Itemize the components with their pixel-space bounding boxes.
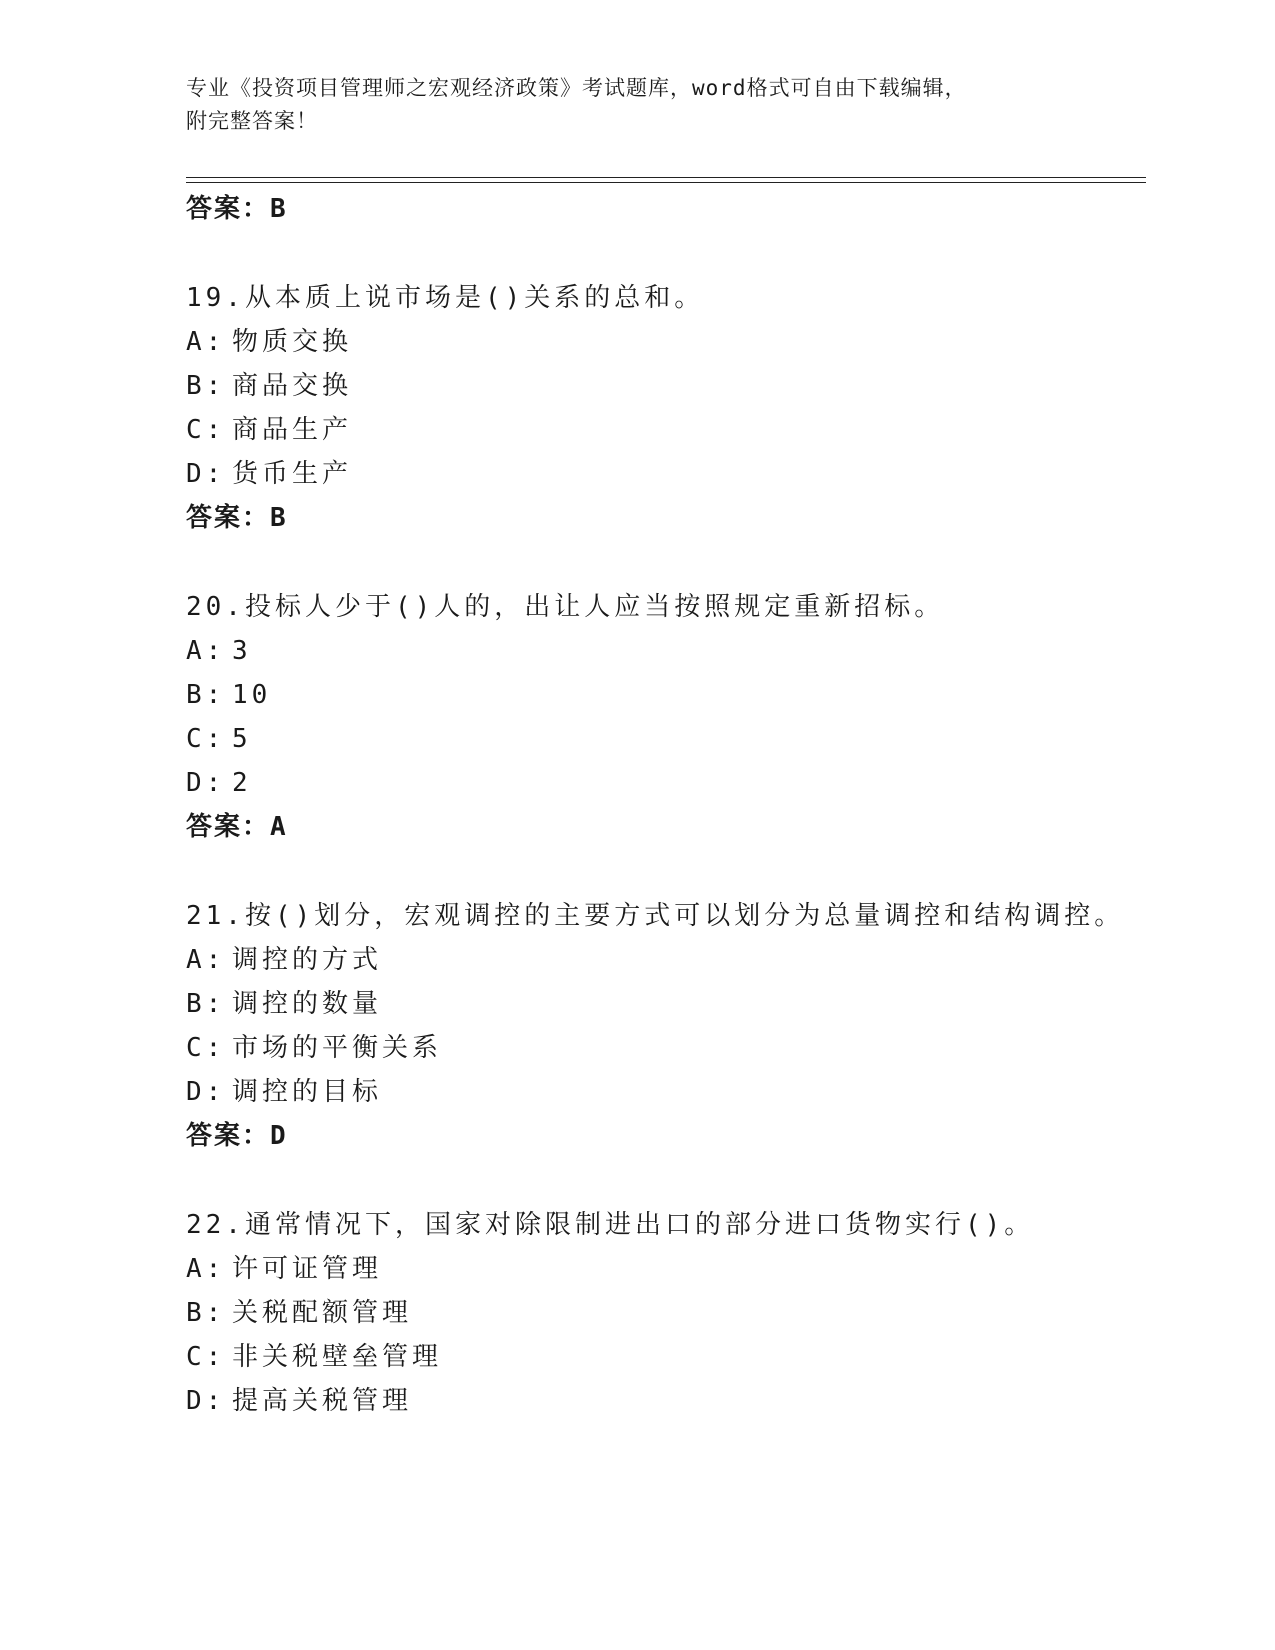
option-b bbox=[186, 679, 271, 711]
option-text: 商品生产 bbox=[232, 415, 353, 445]
option-c bbox=[186, 723, 252, 755]
option-text: 物质交换 bbox=[232, 327, 353, 357]
option-letter: B: bbox=[186, 680, 226, 710]
option-text: 许可证管理 bbox=[232, 1254, 383, 1284]
header-rule-top bbox=[186, 177, 1146, 178]
question-stem: 20.投标人少于()人的，出让人应当按照规定重新招标。 bbox=[186, 592, 945, 622]
option-text: 5 bbox=[232, 724, 252, 754]
option-d bbox=[186, 1076, 382, 1108]
option-d bbox=[186, 767, 252, 799]
option-a bbox=[186, 944, 382, 976]
option-b bbox=[186, 370, 352, 402]
option-letter: A: bbox=[186, 636, 226, 666]
answer-line: 答案：A bbox=[186, 812, 288, 842]
option-letter: D: bbox=[186, 1386, 226, 1416]
question-stem: 19.从本质上说市场是()关系的总和。 bbox=[186, 283, 705, 313]
option-letter: C: bbox=[186, 415, 226, 445]
option-text: 关税配额管理 bbox=[232, 1298, 413, 1328]
option-text: 调控的数量 bbox=[232, 989, 383, 1019]
option-text: 3 bbox=[232, 636, 252, 666]
question-stem: 22.通常情况下，国家对除限制进出口的部分进口货物实行()。 bbox=[186, 1210, 1035, 1240]
option-a bbox=[186, 326, 352, 358]
option-letter: B: bbox=[186, 1298, 226, 1328]
answer-line: 答案：B bbox=[186, 503, 288, 533]
option-d bbox=[186, 1385, 412, 1417]
answer-line: 答案：D bbox=[186, 1121, 288, 1151]
option-text: 调控的方式 bbox=[232, 945, 383, 975]
option-letter: D: bbox=[186, 768, 226, 798]
option-text: 提高关税管理 bbox=[232, 1386, 413, 1416]
option-a bbox=[186, 635, 252, 667]
option-d bbox=[186, 458, 352, 490]
option-letter: D: bbox=[186, 459, 226, 489]
option-text: 调控的目标 bbox=[232, 1077, 383, 1107]
option-c bbox=[186, 1032, 442, 1064]
option-letter: A: bbox=[186, 327, 226, 357]
option-letter: D: bbox=[186, 1077, 226, 1107]
option-letter: A: bbox=[186, 945, 226, 975]
option-letter: C: bbox=[186, 1342, 226, 1372]
option-text: 10 bbox=[232, 680, 272, 710]
option-letter: B: bbox=[186, 989, 226, 1019]
option-letter: C: bbox=[186, 724, 226, 754]
option-b bbox=[186, 1297, 412, 1329]
answer-line: 答案：B bbox=[186, 194, 288, 224]
option-text: 非关税壁垒管理 bbox=[232, 1342, 443, 1372]
option-text: 商品交换 bbox=[232, 371, 353, 401]
option-text: 市场的平衡关系 bbox=[232, 1033, 443, 1063]
option-letter: B: bbox=[186, 371, 226, 401]
option-a bbox=[186, 1253, 382, 1285]
header-line-1: 专业《投资项目管理师之宏观经济政策》考试题库，word格式可自由下载编辑， bbox=[186, 76, 967, 100]
header-rule-bottom bbox=[186, 182, 1146, 183]
option-text: 2 bbox=[232, 768, 252, 798]
document-header bbox=[186, 72, 1066, 138]
option-letter: C: bbox=[186, 1033, 226, 1063]
option-c bbox=[186, 1341, 442, 1373]
option-c bbox=[186, 414, 352, 446]
option-letter: A: bbox=[186, 1254, 226, 1284]
question-stem: 21.按()划分，宏观调控的主要方式可以划分为总量调控和结构调控。 bbox=[186, 901, 1125, 931]
option-text: 货币生产 bbox=[232, 459, 353, 489]
header-line-2: 附完整答案！ bbox=[186, 109, 318, 133]
option-b bbox=[186, 988, 382, 1020]
